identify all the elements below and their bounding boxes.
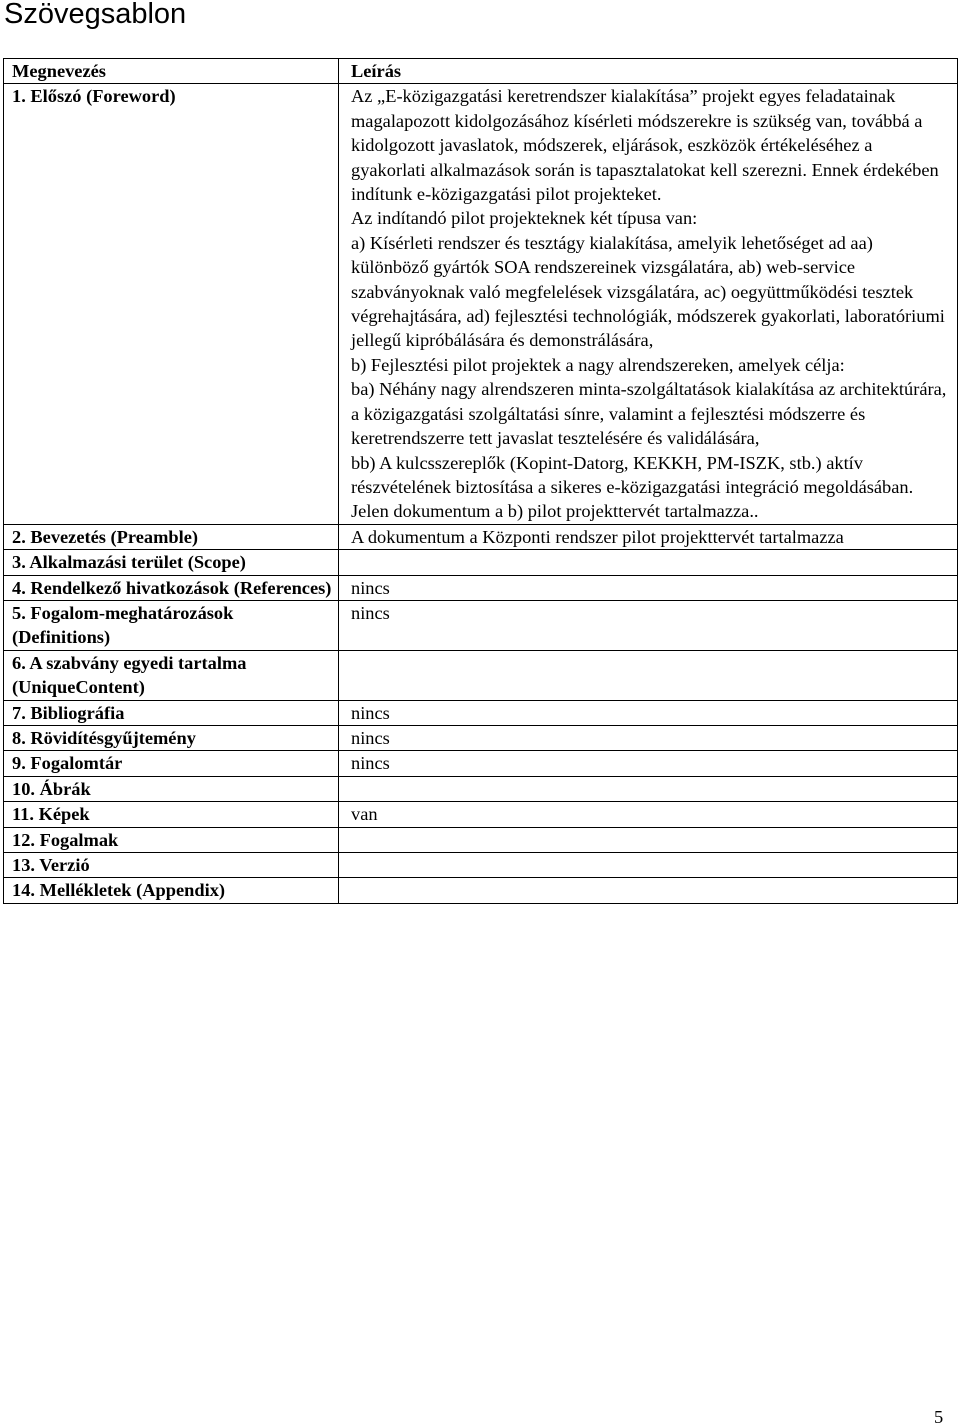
section-name-cell: 9. Fogalomtár	[4, 751, 339, 776]
section-description-cell	[339, 853, 958, 878]
description-paragraph	[351, 651, 951, 675]
table-row	[4, 725, 958, 750]
section-name-cell: 2. Bevezetés (Preamble)	[4, 524, 339, 549]
description-paragraph: Az indítandó pilot projekteknek két típusa van:	[351, 208, 698, 229]
section-name-cell: 1. Előszó (Foreword)	[4, 84, 339, 524]
section-description-cell	[339, 776, 958, 801]
table-row	[4, 550, 958, 575]
section-name-cell: 11. Képek	[4, 802, 339, 827]
description-paragraph: nincs	[351, 602, 390, 623]
page-title: Szövegsablon	[4, 0, 187, 30]
section-name-cell: 6. A szabvány egyedi tartalma (UniqueContent)	[4, 650, 339, 700]
description-paragraph: A dokumentum a Központi rendszer pilot projekttervét tartalmazza	[351, 526, 844, 547]
section-description-cell	[339, 700, 958, 725]
column-header-name: Megnevezés	[4, 59, 339, 84]
section-name-cell: 7. Bibliográfia	[4, 700, 339, 725]
description-paragraph: b) Fejlesztési pilot projektek a nagy alrendszereken, amelyek célja:	[351, 354, 845, 375]
section-name-cell: 10. Ábrák	[4, 776, 339, 801]
table-row	[4, 650, 958, 700]
table-row	[4, 878, 958, 903]
section-description-cell	[339, 751, 958, 776]
section-description-cell	[339, 600, 958, 650]
description-paragraph	[351, 828, 951, 852]
table-row	[4, 524, 958, 549]
table-row	[4, 827, 958, 852]
page-number: 5	[934, 1407, 944, 1427]
description-paragraph	[351, 878, 951, 902]
section-name-cell: 4. Rendelkező hivatkozások (References)	[4, 575, 339, 600]
table-header-row	[4, 59, 958, 84]
description-paragraph: Jelen dokumentum a b) pilot projekttervét tartalmazza..	[351, 501, 759, 522]
section-name-cell: 14. Mellékletek (Appendix)	[4, 878, 339, 903]
description-paragraph: van	[351, 804, 378, 825]
description-paragraph	[351, 777, 951, 801]
section-name-cell: 13. Verzió	[4, 853, 339, 878]
section-description-cell	[339, 550, 958, 575]
table-body	[4, 84, 958, 903]
description-paragraph	[351, 550, 951, 574]
section-description-cell	[339, 650, 958, 700]
table-row	[4, 751, 958, 776]
section-name-cell: 8. Rövidítésgyűjtemény	[4, 725, 339, 750]
table-row	[4, 802, 958, 827]
section-name-cell: 5. Fogalom-meghatározások (Definitions)	[4, 600, 339, 650]
section-description-cell	[339, 827, 958, 852]
section-name-cell: 3. Alkalmazási terület (Scope)	[4, 550, 339, 575]
section-description-cell	[339, 878, 958, 903]
table-row	[4, 776, 958, 801]
section-description-cell	[339, 802, 958, 827]
description-paragraph: ba) Néhány nagy alrendszeren minta-szolgáltatások kialakítása az architektúrára, a közigazgatási szolgáltatási sínre, valamint a fejlesztési módszerre és keretrendszerre tett javaslat tesztelésére és validálására,	[351, 379, 947, 449]
description-paragraph: nincs	[351, 577, 390, 598]
table-row	[4, 84, 958, 524]
description-paragraph	[351, 853, 951, 877]
table-row	[4, 700, 958, 725]
section-description-cell	[339, 524, 958, 549]
description-paragraph: a) Kísérleti rendszer és tesztágy kialakítása, amelyik lehetőséget ad aa) különböző gyártók SOA rendszereinek vizsgálatára, ab) web-service szabványoknak való megfelelések vizsgálatára, ac) oegyüttműködési tesztek végrehajtására, ad) fejlesztési technológiák, módszerek gyakorlati, laboratóriumi jellegű kipróbálására és demonstrálására,	[351, 232, 945, 351]
template-table	[3, 58, 958, 904]
column-header-description: Leírás	[339, 59, 958, 84]
section-description-cell	[339, 575, 958, 600]
description-paragraph: bb) A kulcsszereplők (Kopint-Datorg, KEKKH, PM-ISZK, stb.) aktív részvételének biztosítása a sikeres e-közigazgatási integráció megoldásában.	[351, 452, 914, 497]
table-row	[4, 853, 958, 878]
section-description-cell	[339, 725, 958, 750]
table-row	[4, 575, 958, 600]
description-paragraph: nincs	[351, 727, 390, 748]
description-paragraph: nincs	[351, 702, 390, 723]
section-description-cell	[339, 84, 958, 524]
description-paragraph: Az „E-közigazgatási keretrendszer kialakítása” projekt egyes feladatainak magalapozott kidolgozásához kísérleti módszerekre is szükség van, továbbá a kidolgozott javaslatok, módszerek, eljárások, eszközök értékeléséhez a gyakorlati alkalmazások során is tapasztalatokat kell szerezni. Ennek érdekében indítunk e-közigazgatási pilot projekteket.	[351, 86, 939, 205]
description-paragraph: nincs	[351, 753, 390, 774]
table-row	[4, 600, 958, 650]
section-name-cell: 12. Fogalmak	[4, 827, 339, 852]
